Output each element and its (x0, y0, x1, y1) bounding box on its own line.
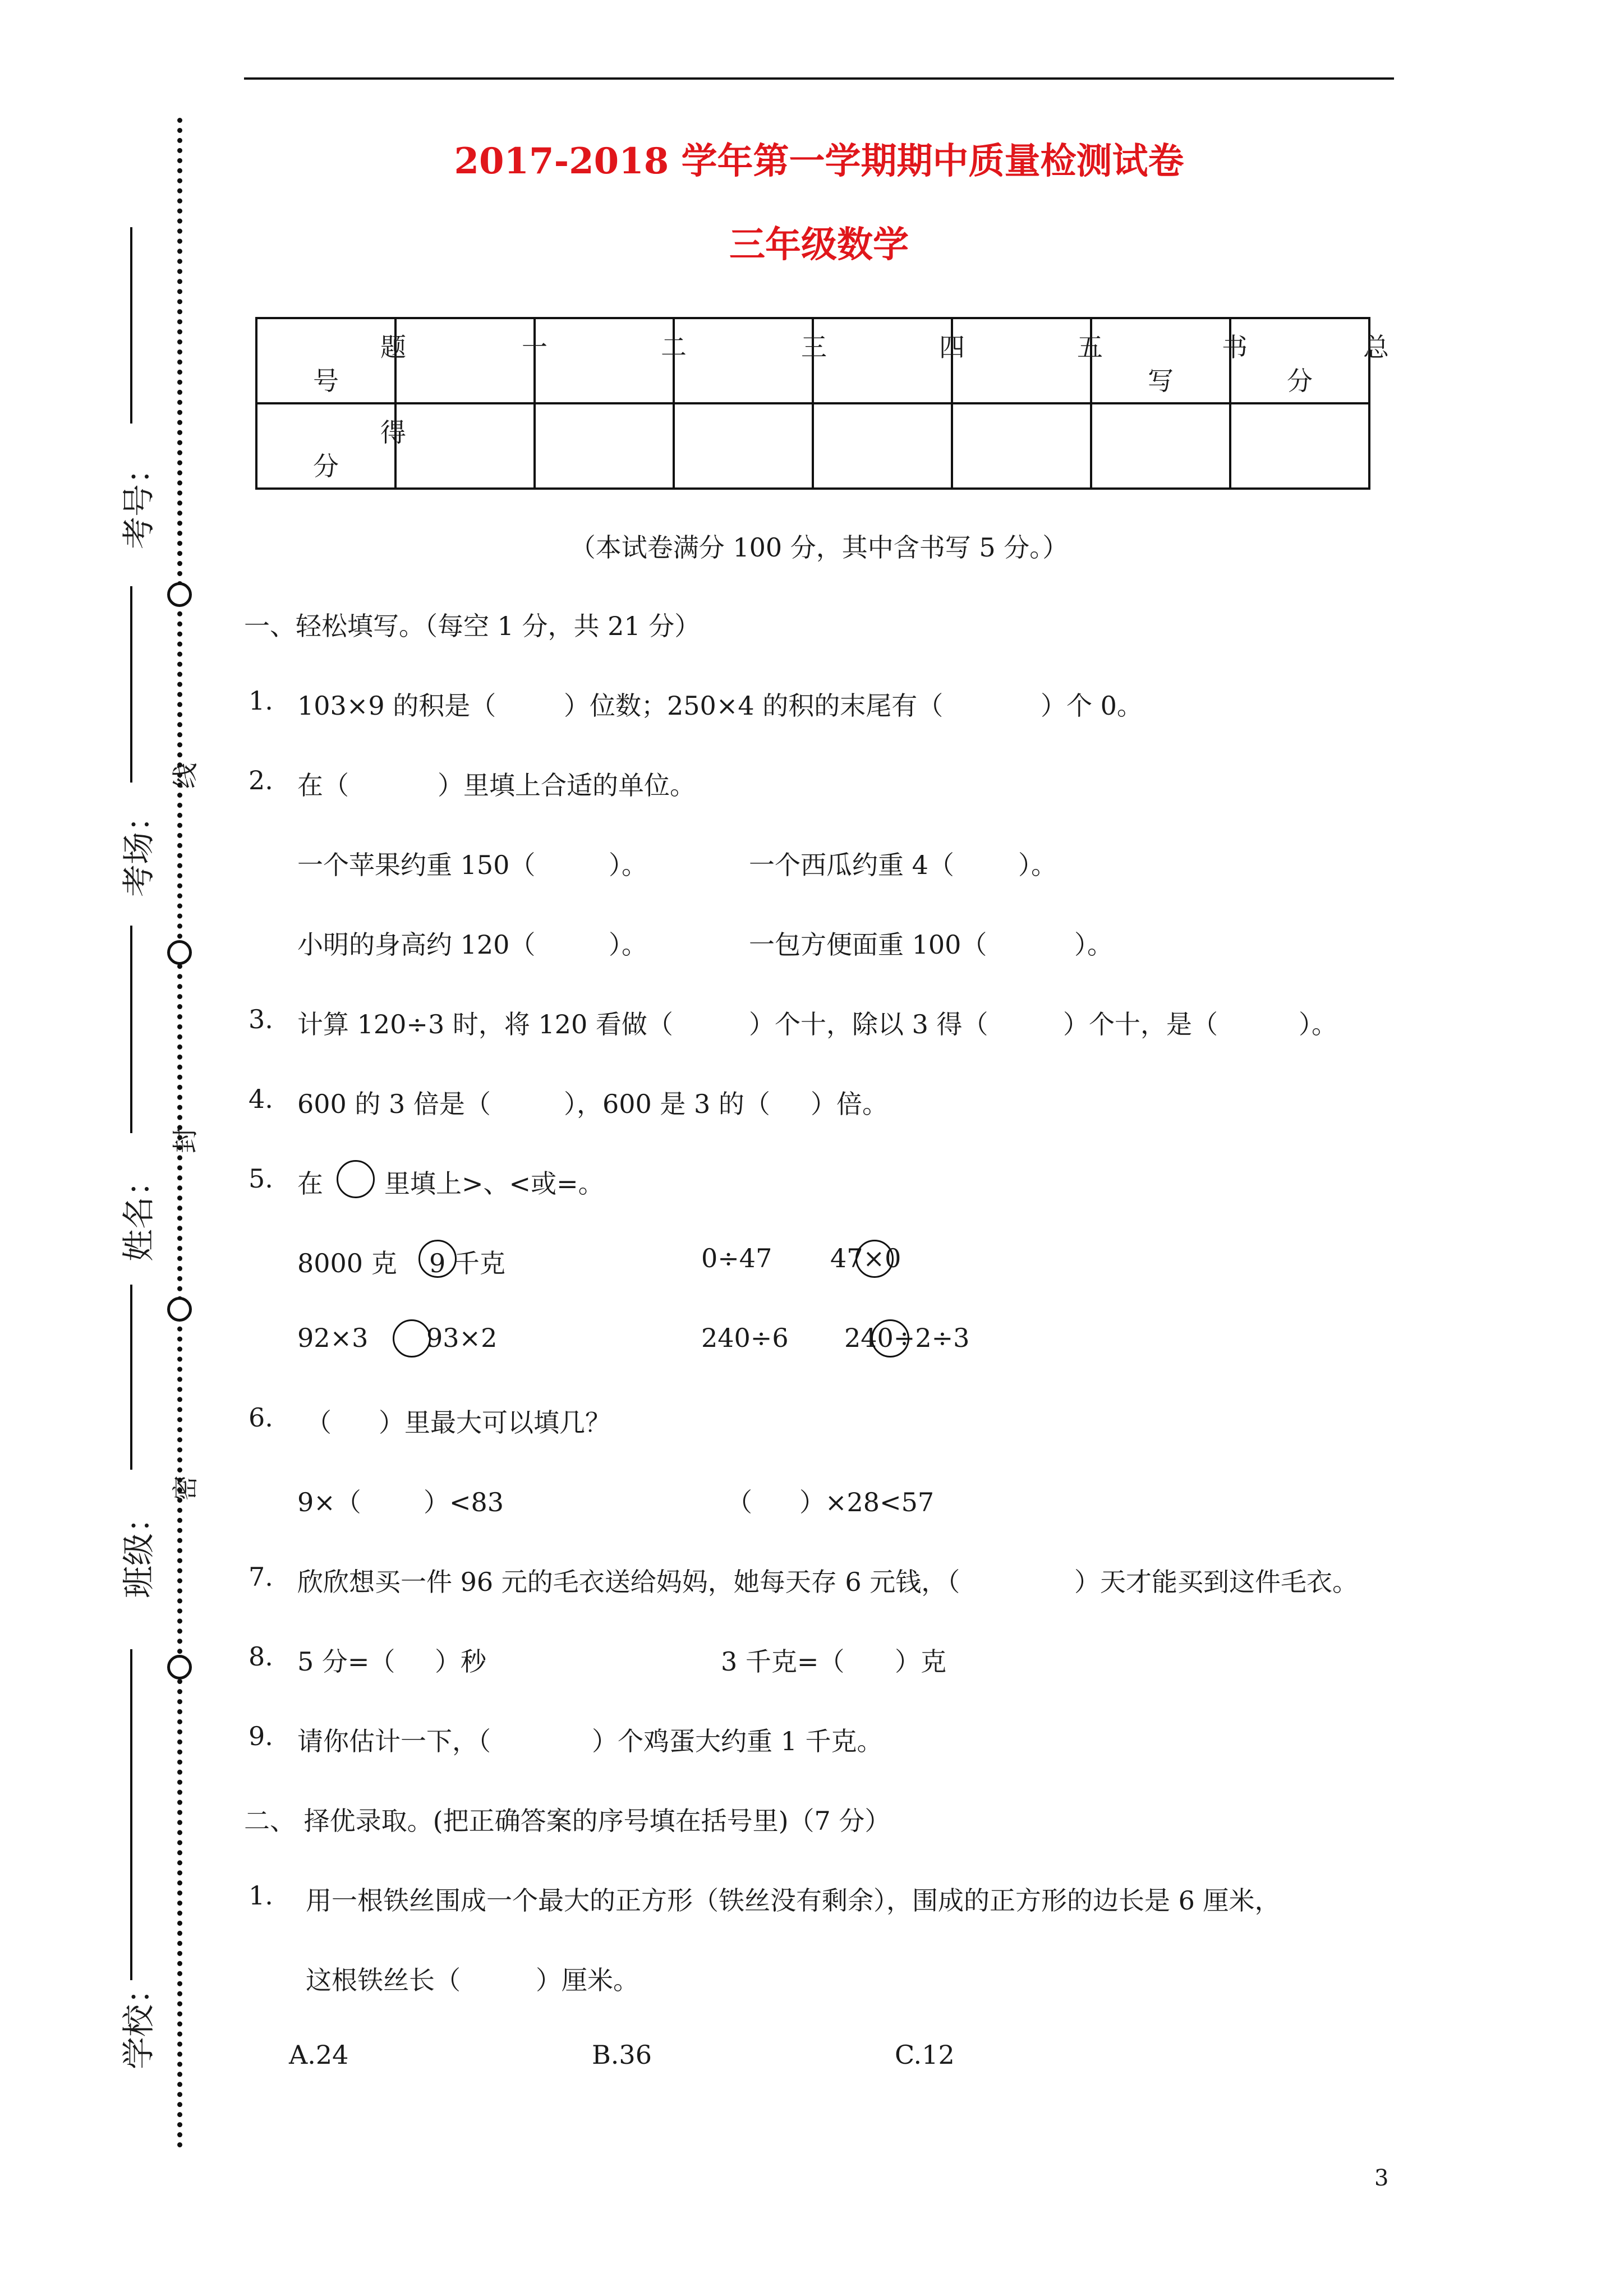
page-number: 3 (1374, 2165, 1389, 2191)
table-fragment: 一 (522, 332, 548, 362)
table-fragment: 题 (380, 332, 406, 362)
field-line (130, 1649, 132, 1980)
score-cell (395, 318, 535, 403)
field-line (130, 586, 132, 783)
field-line (130, 926, 132, 1133)
score-cell (674, 403, 813, 489)
score-cell: 分 (1230, 318, 1369, 403)
field-label-name: 姓名： (119, 1163, 158, 1262)
exam-note: （本试卷满分 100 分，其中含书写 5 分。） (569, 532, 1069, 563)
exam-title: 2017-2018 学年第一学期期中质量检测试卷 (454, 140, 1184, 182)
score-table-row (256, 403, 1369, 489)
binding-ring (167, 1655, 192, 1680)
field-label-exam-room: 考场： (119, 799, 158, 898)
section2-heading: 二、 择优录取。(把正确答案的序号填在括号里)（7 分） (244, 1806, 891, 1836)
binding-ring (167, 1297, 192, 1322)
binding-ring (167, 582, 192, 607)
score-cell (1091, 403, 1230, 489)
score-cell (952, 403, 1091, 489)
score-cell: 写 (1091, 318, 1230, 403)
compare-circle[interactable] (418, 1240, 457, 1278)
seal-char-xian: 线 (170, 763, 200, 789)
compare-circle[interactable] (855, 1240, 894, 1278)
score-cell (674, 318, 813, 403)
field-line (130, 1285, 132, 1470)
score-cell (535, 318, 674, 403)
option-c[interactable]: C.12 (895, 2040, 955, 2070)
compare-circle[interactable] (393, 1319, 431, 1358)
score-cell (952, 318, 1091, 403)
score-cell: 号 (256, 318, 395, 403)
seal-char-feng: 封 (170, 1128, 200, 1153)
score-cell: 分 (256, 403, 395, 489)
option-a[interactable]: A.24 (289, 2040, 349, 2070)
table-fragment: 书 (1222, 332, 1248, 362)
table-fragment: 总 (1363, 332, 1389, 362)
field-line (130, 227, 132, 424)
score-cell (813, 403, 952, 489)
binding-ring (167, 940, 192, 965)
score-cell (1230, 403, 1369, 489)
field-label-school: 学校： (119, 1971, 158, 2070)
score-cell (395, 403, 535, 489)
table-fragment: 三 (801, 332, 827, 362)
table-fragment: 二 (661, 332, 687, 362)
compare-circle[interactable] (871, 1319, 909, 1358)
compare-circle[interactable] (337, 1160, 375, 1198)
exam-subtitle: 三年级数学 (729, 224, 909, 266)
field-label-exam-no: 考号： (119, 451, 158, 550)
table-fragment: 五 (1077, 332, 1103, 362)
score-cell (535, 403, 674, 489)
score-cell (813, 318, 952, 403)
option-b[interactable]: B.36 (592, 2040, 652, 2070)
table-fragment: 得 (380, 417, 406, 448)
section1-heading: 一、轻松填写。（每空 1 分，共 21 分） (244, 611, 701, 641)
field-label-class: 班级： (119, 1500, 158, 1599)
table-fragment: 四 (939, 332, 965, 362)
top-rule (244, 77, 1394, 80)
seal-char-mi: 密 (170, 1475, 200, 1501)
